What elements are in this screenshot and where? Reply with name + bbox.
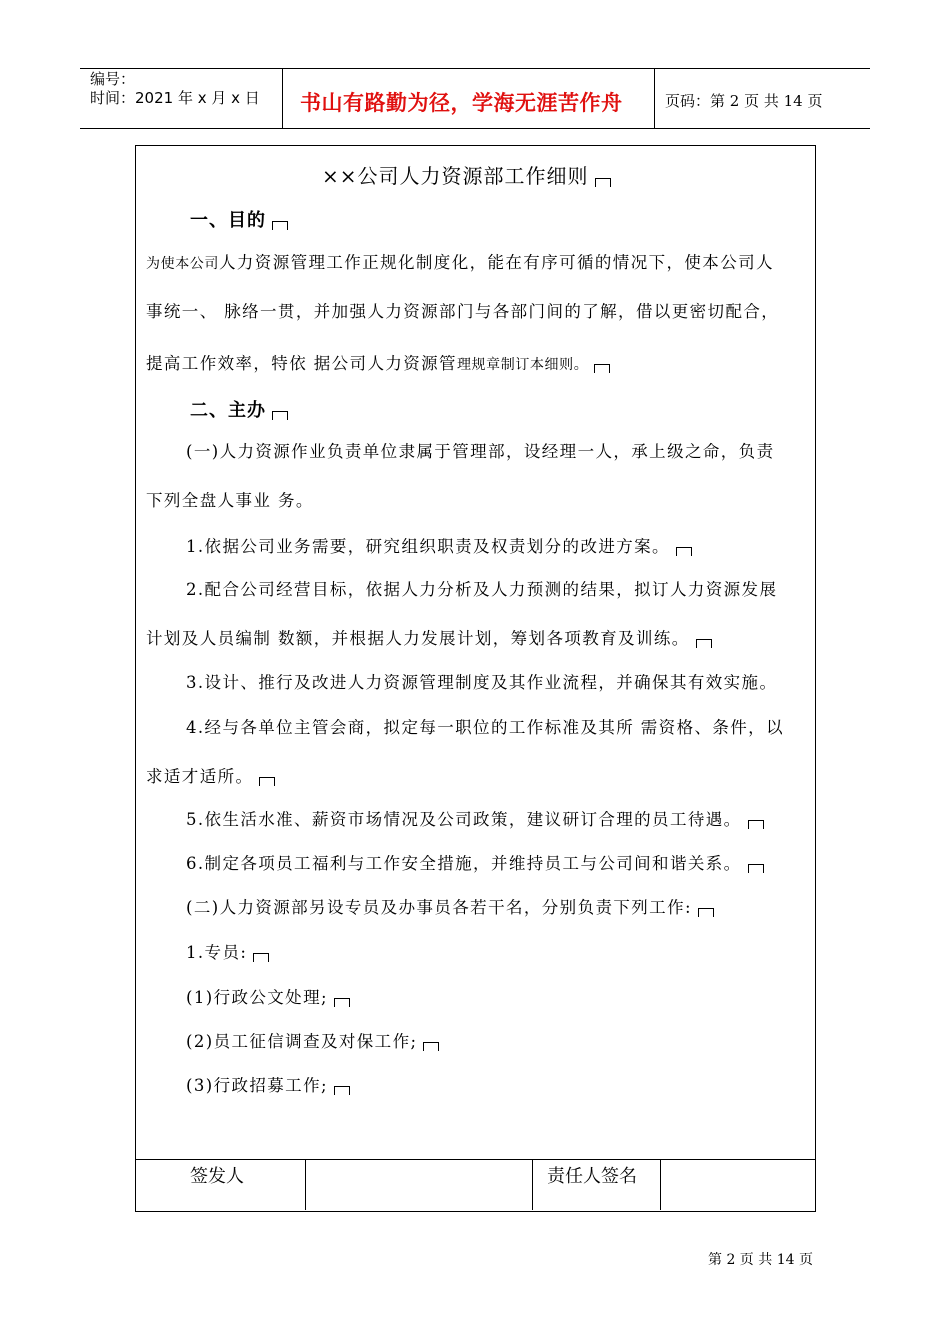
section-organizer-heading: 二、主办: [190, 396, 288, 422]
paragraph-mark-icon: [259, 777, 275, 786]
paragraph-mark-icon: [748, 820, 764, 829]
header-bottom-rule: [80, 128, 870, 129]
organizer-line-2: 下列全盘人事业 务。: [146, 491, 314, 510]
responsible-label: 责任人签名: [547, 1166, 637, 1187]
paragraph-mark-icon: [272, 221, 288, 230]
specialist-task-3: (3)行政招募工作;: [186, 1072, 350, 1096]
paragraph-mark-icon: [253, 953, 269, 962]
header-top-rule: [80, 68, 870, 69]
duty-item-6: 6.制定各项员工福利与工作安全措施，并维持员工与公司间和谐关系。: [186, 850, 764, 874]
staff-paragraph: (二)人力资源部另设专员及办事员各若干名，分别负责下列工作:: [186, 894, 714, 918]
purpose-line-1: 为使本公司人力资源管理工作正规化制度化，能在有序可循的情况下，使本公司人: [146, 253, 774, 272]
paragraph-mark-icon: [595, 178, 611, 187]
paragraph-mark-icon: [423, 1042, 439, 1051]
duty-item-2-line-2: 计划及人员编制 数额，并根据人力发展计划，筹划各项教育及训练。: [146, 625, 712, 649]
header-page-info: 页码：第 2 页 共 14 页: [665, 92, 823, 110]
paragraph-mark-icon: [748, 864, 764, 873]
signature-divider-3: [660, 1159, 661, 1210]
signature-row-rule: [135, 1159, 816, 1160]
organizer-line-1: (一)人力资源作业负责单位隶属于管理部，设经理一人，承上级之命，负责: [186, 442, 775, 461]
paragraph-mark-icon: [676, 547, 692, 556]
header-divider-1: [282, 68, 283, 129]
number-label: 编号：: [90, 70, 136, 88]
paragraph-mark-icon: [272, 411, 288, 420]
duty-item-5: 5.依生活水准、薪资市场情况及公司政策，建议研订合理的员工待遇。: [186, 806, 764, 830]
specialist-task-2: (2)员工征信调查及对保工作;: [186, 1028, 439, 1052]
duty-item-2-line-1: 2.配合公司经营目标，依据人力分析及人力预测的结果，拟订人力资源发展: [186, 580, 778, 599]
duty-item-3: 3.设计、推行及改进人力资源管理制度及其作业流程，并确保其有效实施。: [186, 673, 778, 692]
issuer-signature-field[interactable]: [312, 1162, 526, 1206]
duty-item-1: 1.依据公司业务需要，研究组织职责及权责划分的改进方案。: [186, 533, 692, 557]
time-label: 时间：2021 年 x 月 x 日: [90, 89, 260, 107]
paragraph-mark-icon: [594, 364, 610, 373]
paragraph-mark-icon: [696, 639, 712, 648]
purpose-line-2: 事统一、 脉络一贯，并加强人力资源部门与各部门间的了解，借以更密切配合，: [146, 302, 780, 321]
duty-item-4-line-1: 4.经与各单位主管会商，拟定每一职位的工作标准及其所 需资格、条件，以: [186, 718, 784, 737]
document-title: ××公司人力资源部工作细则: [322, 160, 611, 189]
specialist-heading: 1.专员:: [186, 939, 269, 963]
footer-page-number: 第 2 页 共 14 页: [708, 1252, 813, 1268]
responsible-signature-field[interactable]: [666, 1162, 810, 1206]
paragraph-mark-icon: [334, 998, 350, 1007]
signature-divider-2: [532, 1159, 533, 1210]
motto: 书山有路勤为径，学海无涯苦作舟: [300, 91, 623, 115]
paragraph-mark-icon: [334, 1086, 350, 1095]
purpose-line-3: 提高工作效率，特依 据公司人力资源管理规章制订本细则。: [146, 350, 610, 374]
header-divider-2: [654, 68, 655, 129]
specialist-task-1: (1)行政公文处理;: [186, 984, 350, 1008]
issuer-label: 签发人: [190, 1166, 244, 1187]
duty-item-4-line-2: 求适才适所。: [146, 763, 275, 787]
paragraph-mark-icon: [698, 908, 714, 917]
signature-divider-1: [305, 1159, 306, 1210]
section-purpose-heading: 一、目的: [190, 206, 288, 232]
